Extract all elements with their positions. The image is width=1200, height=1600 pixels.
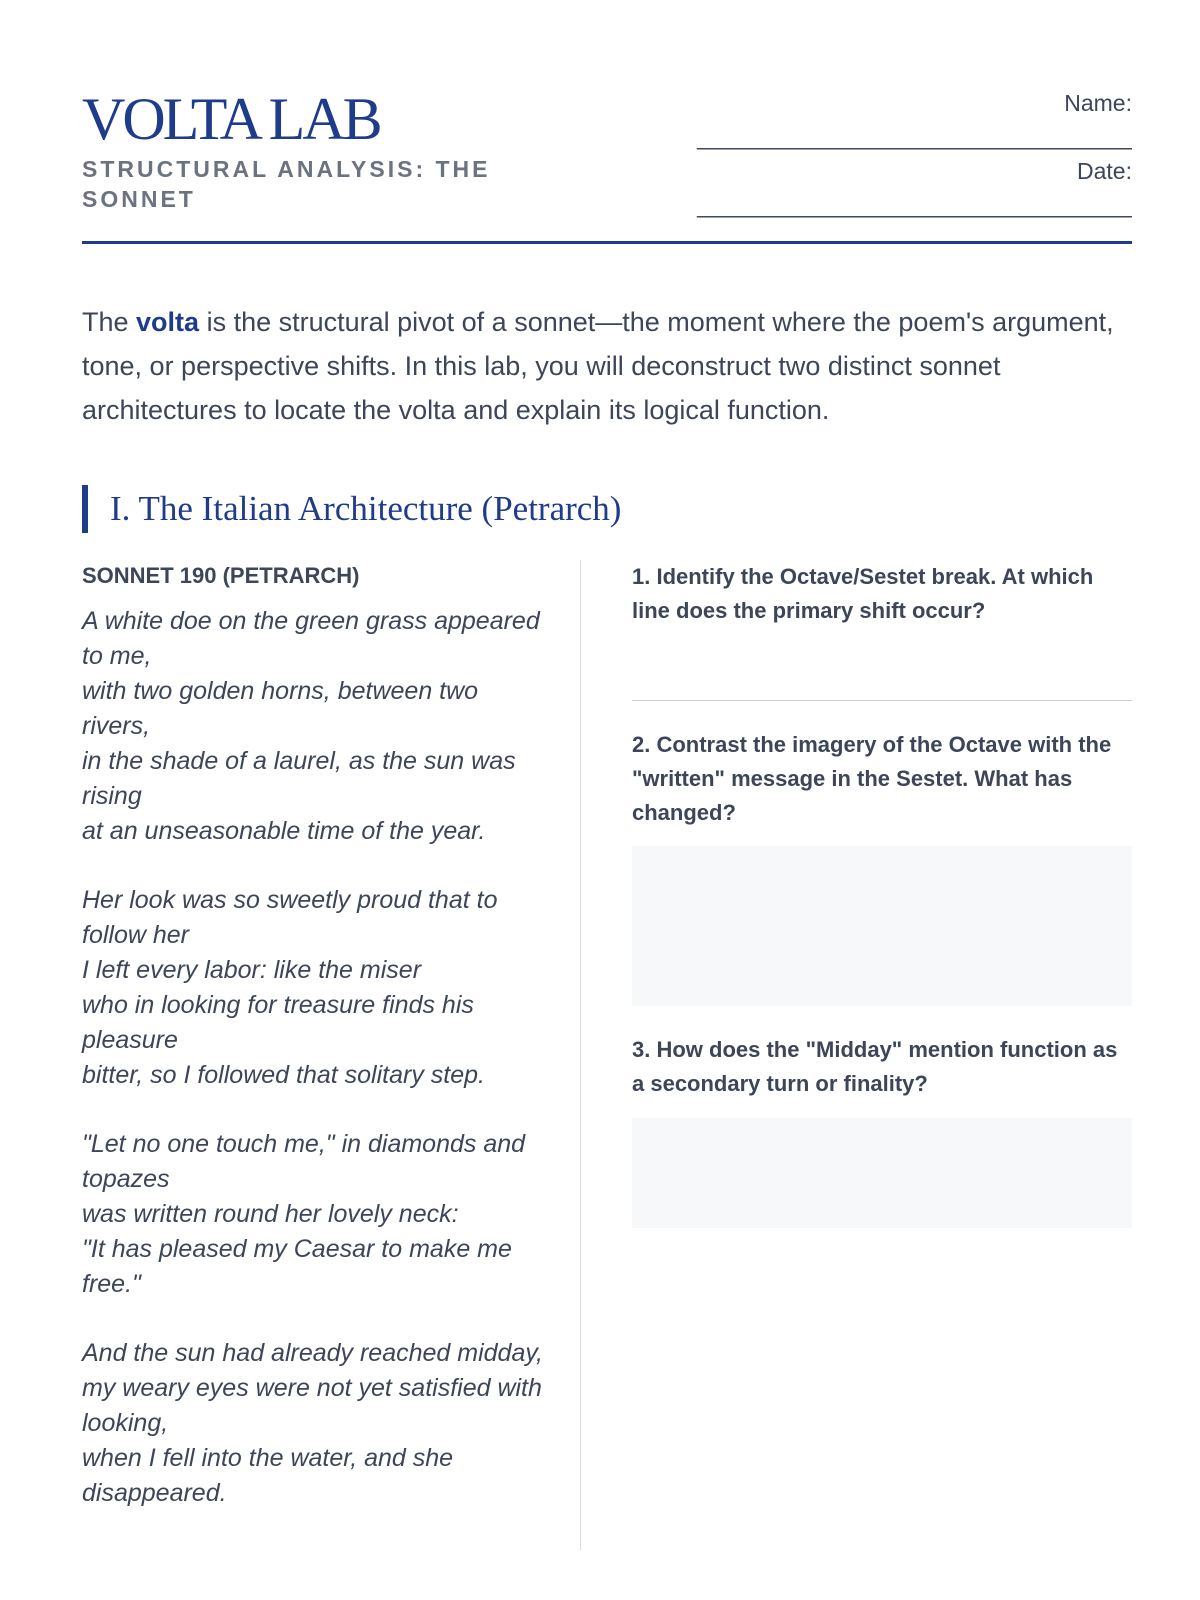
answer-line-1[interactable]	[632, 700, 1132, 701]
brand-title: VOLTA LAB	[82, 86, 380, 152]
poem-line: And the sun had already reached midday,	[82, 1339, 543, 1367]
poem-stanza	[82, 604, 552, 849]
name-label: Name:	[1064, 90, 1132, 116]
intro-text-before: The	[82, 307, 137, 337]
date-field[interactable]: __________________________________	[697, 192, 1132, 218]
student-meta	[632, 86, 1132, 222]
poem-line: "Let no one touch me," in diamonds and topazes	[82, 1130, 526, 1193]
poem-line: I left every labor: like the miser	[82, 956, 422, 984]
poem-column	[82, 560, 552, 1545]
poem-line: Her look was so sweetly proud that to follow her	[82, 886, 498, 949]
poem-line: "It has pleased my Caesar to make me free."	[82, 1235, 512, 1298]
header	[82, 86, 1132, 246]
poem-line: at an unseasonable time of the year.	[82, 817, 486, 845]
worksheet-subtitle: STRUCTURAL ANALYSIS: THE SONNET	[82, 156, 491, 212]
poem-title: SONNET 190 (PETRARCH)	[82, 563, 360, 588]
poem-line: A white doe on the green grass appeared to me,	[82, 607, 540, 670]
date-label: Date:	[1077, 158, 1132, 184]
poem-stanza	[82, 1127, 552, 1302]
intro-paragraph	[82, 300, 1132, 432]
question-1: 1. Identify the Octave/Sestet break. At which line does the primary shift occur?	[632, 564, 1094, 623]
poem-line: with two golden horns, between two rivers,	[82, 677, 479, 740]
intro-keyword: volta	[136, 307, 200, 337]
poem-line: bitter, so I followed that solitary step.	[82, 1061, 485, 1089]
answer-box-3[interactable]	[632, 1118, 1132, 1228]
column-divider	[580, 560, 581, 1550]
name-field[interactable]: __________________________________	[697, 124, 1132, 150]
poem-line: was written round her lovely neck:	[82, 1200, 459, 1228]
poem-line: my weary eyes were not yet satisfied with looking,	[82, 1374, 542, 1437]
intro-text-after: is the structural pivot of a sonnet—the moment where the poem's argument, tone, or perspective shifts. In this lab, you will deconstruct two distinct sonnet architectures to locate the volta and explain its logical function.	[82, 307, 1114, 425]
poem-stanza	[82, 1336, 552, 1511]
poem-line: in the shade of a laurel, as the sun was rising	[82, 747, 516, 810]
poem-stanza	[82, 883, 552, 1093]
poem-text	[82, 604, 552, 1511]
question-3: 3. How does the "Midday" mention function as a secondary turn or finality?	[632, 1037, 1118, 1096]
section-heading: I. The Italian Architecture (Petrarch)	[82, 485, 621, 533]
poem-line: when I fell into the water, and she disappeared.	[82, 1444, 454, 1507]
header-divider	[82, 241, 1132, 244]
answer-box-2[interactable]	[632, 846, 1132, 1006]
question-2: 2. Contrast the imagery of the Octave with the "written" message in the Sestet. What has changed?	[632, 732, 1112, 825]
poem-line: who in looking for treasure finds his pleasure	[82, 991, 474, 1054]
